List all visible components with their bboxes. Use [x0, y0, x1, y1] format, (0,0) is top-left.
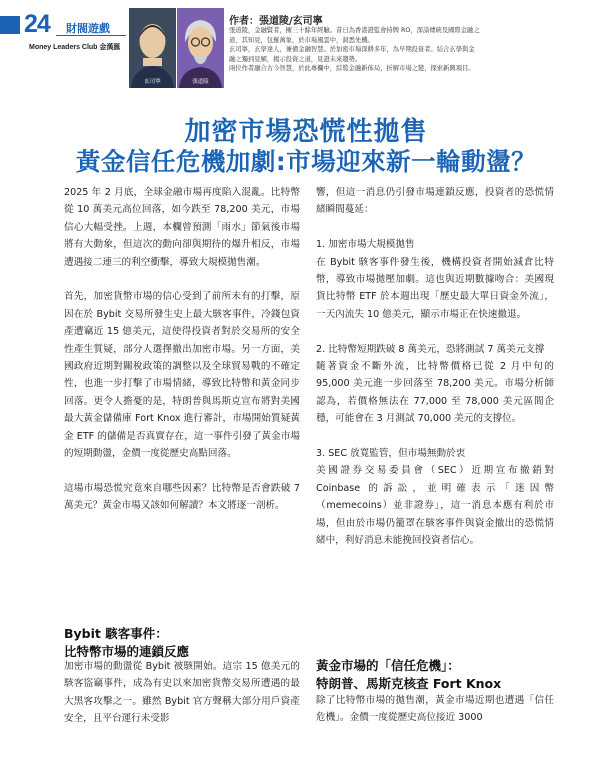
page-number: 24	[24, 10, 50, 38]
paragraph: 隨著資金不斷外流，比特幣價格已從 2 月中旬的 95,000 美元進一步回落至 78,200 美元。市場分析師認為，若價格無法在 77,000 至 78,000 美元區間企穩，可能會在 3 月測試 70,000 美元的支撐位。	[316, 361, 554, 425]
section-name: 財閥遊戲	[66, 22, 110, 35]
subheading-line: 比特幣市場的連鎖反應	[64, 644, 190, 659]
subheading-line: 特朗普、馬斯克核查 Fort Knox	[316, 676, 502, 691]
paragraph: 加密市場的動盪從 Bybit 被駭開始。這宗 15 億美元的駭客盜竊事件，成為有史以來加密貨幣交易所遭遇的最大黑客攻擊之一。雖然 Bybit 官方聲稱大部分用戶資產安全，且平台運行未受影	[64, 661, 300, 725]
left-column-bottom	[64, 658, 300, 728]
section-color-bar	[0, 16, 20, 34]
right-subheading	[316, 657, 554, 693]
article-title-line-2: 黃金信任危機加劇:市場迎來新一輪動盪？	[75, 147, 537, 176]
paragraph: 首先，加密貨幣市場的信心受到了前所未有的打擊，原因在於 Bybit 交易所發生史上最大駭客事件，冷錢包資產遭竊近 15 億美元，這使得投資者對於交易所的安全性產生質疑，部分人選擇撤出加密市場。另一方面，美國政府近期對關稅政策的調整以及全球貿易戰的不確定性，也進一步打擊了市場情緒，導致比特幣和黃金同步回落。更令人擔憂的是，特朗普與馬斯克宣布將對美國最大黃金儲備庫 Fort Knox 進行審計，市場開始質疑黃金 ETF 的儲備是否真實存在，這一事件引發了黃金市場的短期動盪，金價一度從歷史高點回落。	[64, 291, 300, 460]
author-portrait	[177, 8, 224, 88]
subheading-line: Bybit 駭客事件：	[64, 626, 168, 641]
paragraph: 響，但這一消息仍引發市場連鎖反應，投資者的恐慌情緒瞬間蔓延：	[316, 187, 554, 216]
bio-line: 融之獨到見解，揭示投資之道，見證未來趨勢。	[229, 55, 362, 63]
author-bio	[229, 26, 609, 74]
authors-title: 作者：張道陵/玄司寧	[229, 16, 323, 27]
bio-line: 玄司寧，玄學達人，兼備金融智慧。於加密市場深耕多年，為早期投資者。結合玄學與金	[229, 46, 475, 53]
paragraph: 除了比特幣市場的拋售潮，黃金市場近期也遭遇「信任危機」。金價一度從歷史高位接近 3000	[316, 695, 554, 724]
list-heading: 1. 加密市場大規模拋售	[316, 239, 415, 251]
author-portrait	[129, 8, 176, 88]
bio-line: 兩位作者融合古今智慧，於此專欄中，綜覧金融新佈局，折解市場之變，探索新興項目。	[229, 65, 475, 72]
paragraph: 這場市場恐慌究竟來自哪些因素？比特幣是否會跌破 7 萬美元？黃金市場又該如何解讀？本文將逐一剖析。	[64, 482, 300, 512]
club-name: Money Leaders Club 金漢匯	[29, 44, 121, 51]
page-header	[0, 0, 612, 92]
article-title-line-1: 加密市場恐慌性拋售	[184, 117, 428, 147]
section-divider	[56, 35, 126, 36]
subheading-line: 黃金市場的「信任危機」：	[316, 658, 460, 673]
bio-line: 道，其知見，包羅萬象，於市場風雲中，洞悉先機。	[229, 36, 374, 44]
right-column	[316, 184, 554, 549]
paragraph: 2025 年 2 月底，全球金融市場再度陷入混亂。比特幣從 10 萬美元高位回落，如今跌至 78,200 美元，市場信心大幅受挫。上週，本欄曾預測「雨水」節氣後市場將有大動象，但這次的動向卻與期待的爆升相反，市場遭遇接二連三的利空衝擊，導致大規模拋售潮。	[64, 187, 300, 268]
portrait-label: 張道陵	[192, 79, 209, 85]
portrait-illustration	[177, 8, 224, 88]
list-heading: 3. SEC 放寬監管，但市場無動於衷	[316, 448, 466, 460]
bio-line: 張道陵，金融賢者，擁三十餘年經驗。昔日為香港證監會持牌 RO，深諳傳統及國際金融之	[229, 27, 480, 34]
right-column-bottom	[316, 692, 554, 727]
paragraph: 在 Bybit 駭客事件發生後，機構投資者開始減倉比特幣，導致市場拋壓加劇。這也與近期數據吻合：美國現貨比特幣 ETF 於本週出現「歷史最大單日資金外流」，一天內流失 10 億美元，顯示市場正在快速撤退。	[316, 256, 554, 320]
left-subheading	[64, 625, 300, 661]
paragraph: 美國證券交易委員會（SEC）近期宣布撤銷對 Coinbase 的訴訟，並明確表示「迷因幣（memecoins）並非證券」，這一消息本應有利於市場，但由於市場仍籠罩在駭客事件與資金撤出的恐慌情緒中，利好消息未能挽回投資者信心。	[316, 465, 554, 547]
list-heading: 2. 比特幣短期跌破 8 萬美元，恐將測試 7 萬美元支撐	[316, 343, 545, 355]
left-column	[64, 184, 300, 515]
portrait-illustration	[129, 8, 176, 88]
portrait-label: 玄司寧	[144, 79, 161, 85]
